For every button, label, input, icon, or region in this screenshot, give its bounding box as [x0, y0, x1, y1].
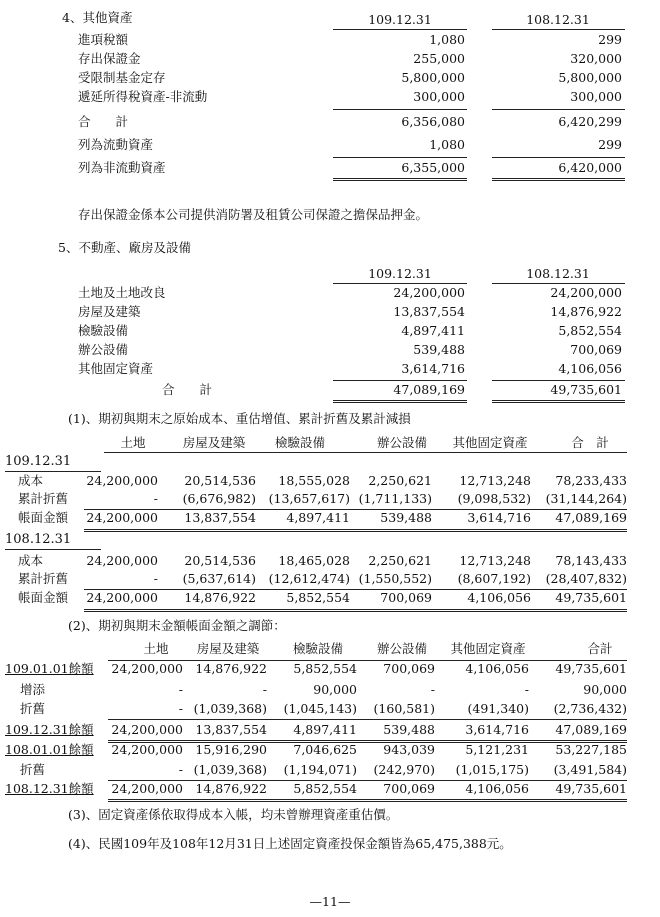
- rule-line: [333, 283, 467, 284]
- current-assets-109: 1,080: [429, 137, 465, 152]
- rule-line: [492, 109, 625, 110]
- current-assets-label: 列為流動資產: [78, 137, 154, 152]
- other-assets-row-label: 進項稅額: [78, 32, 129, 47]
- table2-cell: 49,735,601: [555, 781, 627, 796]
- ppe-value-109: 13,837,554: [393, 304, 465, 319]
- double-rule: [492, 178, 625, 181]
- table2-cell: 7,046,625: [293, 742, 357, 757]
- table1-date-heading: 108.12.31: [5, 532, 72, 547]
- table1-cell: 5,852,554: [286, 590, 350, 605]
- other-assets-value-108: 5,800,000: [558, 70, 622, 85]
- ppe-value-109: 3,614,716: [401, 361, 465, 376]
- double-rule: [333, 400, 467, 403]
- table1-cell: (31,144,264): [545, 491, 627, 506]
- table2-cell: 24,200,000: [111, 722, 183, 737]
- ppe-value-108: 5,852,554: [558, 323, 622, 338]
- table2-cell: 24,200,000: [111, 661, 183, 676]
- table1-row-label: 累計折舊: [18, 491, 69, 506]
- rule-line: [492, 29, 625, 30]
- other-assets-value-108: 299: [598, 32, 622, 47]
- rule-line: [333, 157, 467, 158]
- table1-title: (1)、期初與期末之原始成本、重估增值、累計折舊及累計減損: [68, 411, 411, 426]
- note-4: (4)、民國109年及108年12月31日上述固定資產投保金額皆為65,475,388元。: [68, 836, 512, 851]
- table1-row-label: 成本: [18, 553, 44, 568]
- noncurrent-assets-108: 6,420,000: [558, 160, 622, 175]
- table2-cell: 47,089,169: [555, 722, 627, 737]
- table2-row-label: 108.01.01餘額: [5, 742, 94, 757]
- other-assets-total-109: 6,356,080: [401, 114, 465, 129]
- other-assets-value-109: 255,000: [413, 51, 465, 66]
- table2-cell: 90,000: [583, 682, 627, 697]
- rule-line: [104, 452, 627, 453]
- ppe-row-label: 房屋及建築: [78, 304, 141, 319]
- rule-line: [108, 660, 627, 661]
- table2-col-header: 其他固定資產: [450, 641, 526, 656]
- table1-col-header: 其他固定資產: [452, 435, 528, 450]
- table1-cell: -: [153, 571, 158, 586]
- table1-cell: 13,837,554: [184, 510, 256, 525]
- table2-cell: (1,039,368): [193, 701, 267, 716]
- table2-col-header: 辦公設備: [376, 641, 427, 656]
- table1-cell: 12,713,248: [459, 553, 531, 568]
- table1-cell: (5,637,614): [182, 571, 256, 586]
- table2-row-label: 109.12.31餘額: [5, 722, 94, 737]
- double-rule: [108, 740, 627, 743]
- table2-cell: (3,491,584): [553, 762, 627, 777]
- table1-cell: 4,897,411: [286, 510, 350, 525]
- noncurrent-assets-109: 6,355,000: [401, 160, 465, 175]
- rule-line: [108, 719, 627, 720]
- other-assets-value-108: 320,000: [570, 51, 622, 66]
- table1-cell: (1,711,133): [358, 491, 432, 506]
- other-assets-value-108: 300,000: [570, 89, 622, 104]
- table1-cell: 78,143,433: [555, 553, 627, 568]
- table1-cell: -: [153, 491, 158, 506]
- rule-line: [492, 157, 625, 158]
- table2-cell: 13,837,554: [195, 722, 267, 737]
- rule-line: [333, 380, 467, 381]
- ppe-value-108: 4,106,056: [558, 361, 622, 376]
- table1-cell: 20,514,536: [184, 473, 256, 488]
- table1-col-header: 房屋及建築: [182, 435, 246, 450]
- ppe-row-label: 土地及土地改良: [78, 285, 166, 300]
- ppe-row-label: 其他固定資產: [78, 361, 154, 376]
- ppe-total-109: 47,089,169: [393, 382, 465, 397]
- table2-cell: 24,200,000: [111, 742, 183, 757]
- table2-cell: 5,121,231: [465, 742, 529, 757]
- table2-row-label: 108.12.31餘額: [5, 781, 94, 796]
- table2-cell: 90,000: [313, 682, 357, 697]
- other-assets-value-109: 300,000: [413, 89, 465, 104]
- table2-cell: (2,736,432): [553, 701, 627, 716]
- table1-cell: 47,089,169: [555, 510, 627, 525]
- table1-row-label: 帳面金額: [18, 590, 69, 605]
- ppe-value-108: 14,876,922: [550, 304, 622, 319]
- table1-cell: 24,200,000: [86, 590, 158, 605]
- table1-cell: (8,607,192): [457, 571, 531, 586]
- table1-cell: (28,407,832): [545, 571, 627, 586]
- table1-cell: (6,676,982): [182, 491, 256, 506]
- table1-cell: 78,233,433: [555, 473, 627, 488]
- table1-cell: 49,735,601: [555, 590, 627, 605]
- ppe-value-109: 539,488: [413, 342, 465, 357]
- double-rule: [333, 178, 467, 181]
- ppe-value-109: 24,200,000: [393, 285, 465, 300]
- ppe-row-label: 辦公設備: [78, 342, 129, 357]
- table1-cell: 539,488: [380, 510, 432, 525]
- table2-cell: 5,852,554: [293, 781, 357, 796]
- col-header-108: 108.12.31: [526, 266, 590, 281]
- table2-col-header: 檢驗設備: [292, 641, 343, 656]
- table2-cell: (242,970): [373, 762, 435, 777]
- section-4-title: 4、其他資產: [62, 10, 133, 25]
- table2-cell: 5,852,554: [293, 661, 357, 676]
- rule-line: [492, 380, 625, 381]
- double-rule: [84, 529, 627, 532]
- rule-line: [5, 549, 101, 550]
- table1-cell: (13,657,617): [268, 491, 350, 506]
- other-assets-value-109: 1,080: [429, 32, 465, 47]
- section-5-title: 5、不動產、廠房及設備: [58, 240, 191, 255]
- other-assets-total-label: 合 計: [78, 114, 129, 129]
- table2-cell: 15,916,290: [195, 742, 267, 757]
- ppe-total-108: 49,735,601: [550, 382, 622, 397]
- table2-cell: (1,015,175): [455, 762, 529, 777]
- table2-col-header: 土地: [143, 641, 169, 656]
- table2-row-label: 增添: [20, 682, 46, 697]
- double-rule: [492, 400, 625, 403]
- current-assets-108: 299: [598, 137, 622, 152]
- table1-cell: 4,106,056: [467, 590, 531, 605]
- table2-cell: (1,039,368): [193, 762, 267, 777]
- table1-cell: (9,098,532): [457, 491, 531, 506]
- rule-line: [333, 109, 467, 110]
- table1-cell: 24,200,000: [86, 510, 158, 525]
- table2-cell: 4,106,056: [465, 661, 529, 676]
- table2-cell: 49,735,601: [555, 661, 627, 676]
- table2-cell: 4,897,411: [293, 722, 357, 737]
- rule-line: [84, 589, 627, 590]
- table1-cell: 3,614,716: [467, 510, 531, 525]
- table1-col-header: 合 計: [571, 435, 609, 450]
- table2-cell: -: [262, 682, 267, 697]
- ppe-total-label: 合 計: [162, 382, 213, 397]
- table1-cell: 12,713,248: [459, 473, 531, 488]
- other-assets-total-108: 6,420,299: [558, 114, 622, 129]
- table2-row-label: 折舊: [20, 762, 46, 777]
- table2-col-header: 合計: [587, 641, 613, 656]
- table1-cell: (1,550,552): [358, 571, 432, 586]
- table1-date-heading: 109.12.31: [5, 454, 72, 469]
- table1-col-header: 辦公設備: [376, 435, 427, 450]
- ppe-value-108: 700,069: [570, 342, 622, 357]
- ppe-value-109: 4,897,411: [401, 323, 465, 338]
- rule-line: [333, 29, 467, 30]
- rule-line: [492, 283, 625, 284]
- table1-cell: 24,200,000: [86, 553, 158, 568]
- table1-col-header: 土地: [120, 435, 146, 450]
- table1-cell: 18,465,028: [278, 553, 350, 568]
- table2-cell: 943,039: [383, 742, 435, 757]
- other-assets-row-label: 受限制基金定存: [78, 70, 166, 85]
- table2-cell: -: [178, 701, 183, 716]
- rule-line: [84, 509, 627, 510]
- table2-cell: -: [178, 682, 183, 697]
- table1-cell: 2,250,621: [368, 473, 432, 488]
- noncurrent-assets-label: 列為非流動資產: [78, 160, 166, 175]
- table1-cell: 24,200,000: [86, 473, 158, 488]
- table2-cell: (160,581): [373, 701, 435, 716]
- table1-cell: 14,876,922: [184, 590, 256, 605]
- table2-cell: 14,876,922: [195, 781, 267, 796]
- table2-row-label: 折舊: [20, 701, 46, 716]
- table2-col-header: 房屋及建築: [196, 641, 260, 656]
- table2-cell: 14,876,922: [195, 661, 267, 676]
- table2-cell: -: [430, 682, 435, 697]
- col-header-109: 109.12.31: [368, 12, 432, 27]
- table2-row-label: 109.01.01餘額: [5, 661, 94, 676]
- double-rule: [84, 609, 627, 612]
- ppe-value-108: 24,200,000: [550, 285, 622, 300]
- table1-row-label: 成本: [18, 473, 44, 488]
- rule-line: [5, 471, 101, 472]
- table1-cell: 700,069: [380, 590, 432, 605]
- table2-cell: 24,200,000: [111, 781, 183, 796]
- table1-row-label: 帳面金額: [18, 510, 69, 525]
- table1-cell: 20,514,536: [184, 553, 256, 568]
- table2-cell: (1,194,071): [283, 762, 357, 777]
- other-assets-note: 存出保證金係本公司提供消防署及租賃公司保證之擔保品押金。: [78, 207, 429, 222]
- table2-cell: 700,069: [383, 781, 435, 796]
- other-assets-row-label: 遞延所得稅資產-非流動: [78, 89, 208, 104]
- table1-row-label: 累計折舊: [18, 571, 69, 586]
- page-number: —11—: [309, 894, 351, 909]
- table2-cell: 4,106,056: [465, 781, 529, 796]
- table2-cell: 53,227,185: [555, 742, 627, 757]
- table2-cell: (1,045,143): [283, 701, 357, 716]
- col-header-109: 109.12.31: [368, 266, 432, 281]
- table2-cell: -: [524, 682, 529, 697]
- table2-cell: (491,340): [467, 701, 529, 716]
- table1-cell: 2,250,621: [368, 553, 432, 568]
- table2-cell: 700,069: [383, 661, 435, 676]
- table2-cell: -: [178, 762, 183, 777]
- double-rule: [108, 799, 627, 802]
- ppe-row-label: 檢驗設備: [78, 323, 129, 338]
- table1-cell: (12,612,474): [268, 571, 350, 586]
- other-assets-value-109: 5,800,000: [401, 70, 465, 85]
- table1-cell: 18,555,028: [278, 473, 350, 488]
- table2-cell: 3,614,716: [465, 722, 529, 737]
- t2-title: (2)、期初與期末金額帳面金額之調節：: [68, 618, 286, 633]
- other-assets-row-label: 存出保證金: [78, 51, 141, 66]
- col-header-108: 108.12.31: [526, 12, 590, 27]
- table2-cell: 539,488: [383, 722, 435, 737]
- rule-line: [108, 780, 627, 781]
- note-3: (3)、固定資產係依取得成本入帳，均未曾辦理資產重估價。: [68, 807, 399, 822]
- table1-col-header: 檢驗設備: [274, 435, 325, 450]
